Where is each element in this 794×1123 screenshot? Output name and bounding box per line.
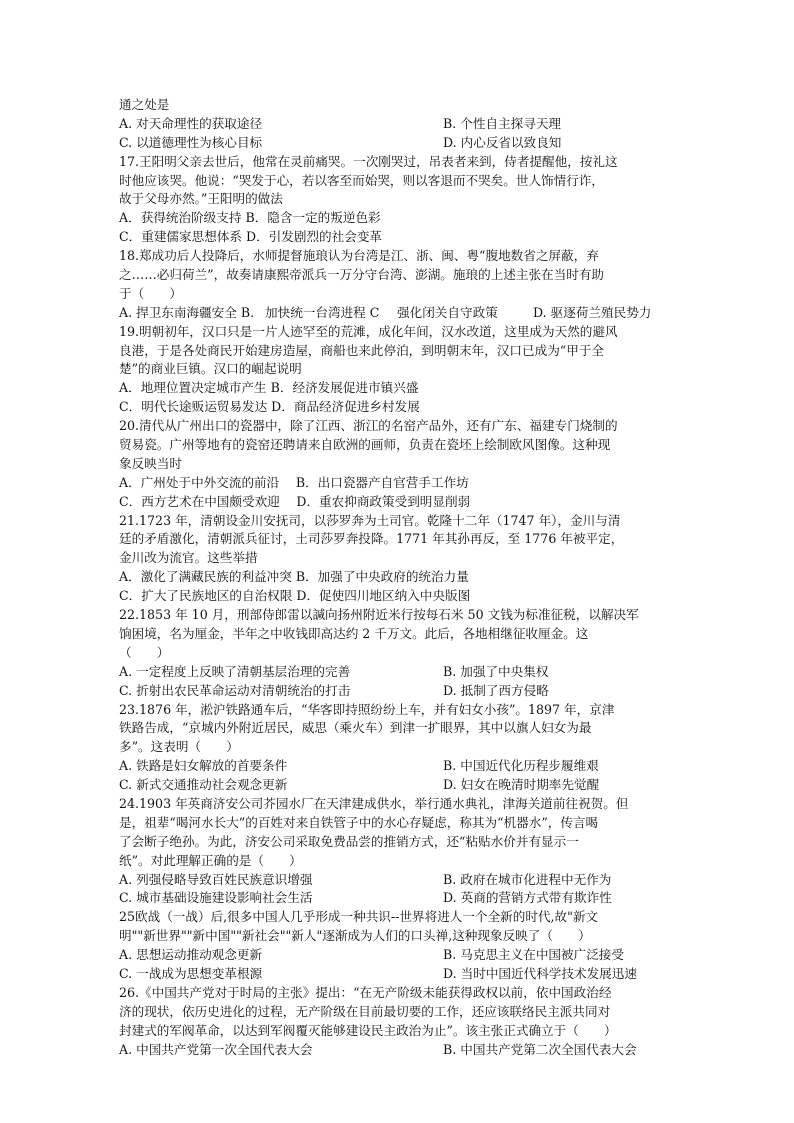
option-d[interactable]: D. 英商的营销方式带有欺诈性 (443, 890, 612, 906)
q23-stem-line: 23.1876 年，淞沪铁路通车后，“华客即持照纷纷上车，并有妇女小孩”。1897 年，京津 (119, 701, 615, 717)
q20-stem-line: 20.清代从广州出口的瓷器中，除了江西、浙江的名窑产品外，还有广东、福建专门烧制的 (119, 418, 618, 434)
q18-stem-line: 18.郑成功后人投降后，水师提督施琅认为台湾是江、浙、闽、粤“腹地数省之屏蔽，弃 (119, 248, 599, 264)
q22-stem-line: （ ） (119, 644, 170, 660)
q17-stem-line: 故于父母亦然。”王阳明的做法 (119, 191, 283, 207)
q26-stem-line: 济的现状，依历史进化的过程，无产阶级在目前最切要的工作，还应该联络民主派共同对 (119, 1003, 611, 1019)
option-row (119, 115, 679, 134)
option-b[interactable]: B. 加强了中央集权 (443, 663, 549, 679)
option-row (119, 1041, 679, 1060)
option-b[interactable]: B. 中国共产党第二次全国代表大会 (443, 1041, 637, 1057)
option-d[interactable]: D. 抵制了西方侵略 (443, 682, 549, 698)
option-b[interactable]: B. 个性自主探寻天理 (443, 115, 562, 131)
question-lead: 通之处是 (119, 97, 170, 112)
option-row (119, 889, 679, 908)
option-d[interactable]: D. 妇女在晚清时期率先觉醒 (443, 777, 600, 793)
q17-stem-line: 17.王阳明父亲去世后，他常在灵前痛哭。一次刚哭过，吊表者来到，侍者提醒他，按礼这 (119, 153, 618, 169)
option-row (119, 682, 679, 701)
q25-stem-line: 25欧战（一战）后,很多中国人几乎形成一种共识--世界将进人一个全新的时代,故"新文 (119, 909, 599, 925)
q19-stem-line: 良港，于是各处商民开始建房造屋，商船也来此停泊，到明朝末年，汉口已成为“甲于全 (119, 342, 605, 358)
q20-options-ab[interactable]: A．广州处于中外交流的前沿 B．出口瓷器产自官营手工作坊 (119, 474, 469, 490)
option-a[interactable]: A. 思想运动推动观念更新 (119, 947, 263, 963)
option-row (119, 757, 679, 776)
option-b[interactable]: 加快统一台湾进程 C (265, 304, 380, 320)
option-b[interactable]: B. 政府在城市化进程中无作为 (443, 871, 612, 887)
option-c[interactable]: C. 一战成为思想变革根源 (119, 965, 263, 981)
q20-options-cd[interactable]: C．西方艺术在中国颇受欢迎 D．重农抑商政策受到明显削弱 (119, 493, 471, 509)
q21-stem-line: 21.1723 年，清朝设金川安抚司，以莎罗奔为土司官。乾隆十二年（1747 年），金川与清 (119, 512, 621, 528)
q20-stem-line: 贸易瓷。广州等地有的瓷窑还聘请来自欧洲的画师，负责在瓷坯上绘制欧风图像。这种现 (119, 437, 611, 453)
q24-stem-line: 是，祖辈“喝河水长大”的百姓对来自铁管子中的水心存疑虑，称其为“机器水”，传言喝 (119, 814, 599, 830)
option-row (119, 946, 679, 965)
option-d[interactable]: D. 当时中国近代科学技术发展迅速 (443, 965, 637, 981)
q24-stem-line: 了会断子绝孙。为此，济安公司采取免费品尝的推销方式，还“粘贴水价并有显示一 (119, 833, 579, 849)
exam-page (119, 96, 679, 1059)
option-row (119, 871, 679, 890)
option-a[interactable]: A. 铁路是妇女解放的首要条件 (119, 758, 288, 774)
q23-stem-line: 铁路告成，“京城内外附近居民，威思（乘火车）到津一扩眼界，其中以旗人妇女为最 (119, 720, 592, 736)
q21-options-ab[interactable]: A．激化了满藏民族的利益冲突 B．加强了中央政府的统治力量 (119, 569, 469, 585)
q26-stem-line: 封建式的军阀革命，以达到军阀覆灭能够建设民主政治为止”。该主张正式确立于（ ） (119, 1022, 617, 1038)
q22-stem-line: 饷困境，名为厘金，半年之中收钱即高达约 2 千万文。此后，各地相继征收厘金。这 (119, 625, 589, 641)
q19-stem-line: 楚”的商业巨镇。汉口的崛起说明 (119, 361, 302, 377)
q26-stem-line: 26.《中国共产党对于时局的主张》提出：“在无产阶级未能获得政权以前，依中国政治经 (119, 984, 612, 1000)
q18-stem-line: 于（ ） (119, 285, 182, 301)
q21-stem-line: 金川改为流官。这些举措 (119, 550, 258, 566)
q18-options (119, 304, 679, 323)
option-d[interactable]: D. 内心反省以致良知 (443, 134, 562, 150)
q21-stem-line: 廷的矛盾激化，清朝派兵征讨，土司莎罗奔投降。1771 年其孙再反，至 1776 年被平定， (119, 531, 624, 547)
option-b[interactable]: B. 马克思主义在中国被广泛接受 (443, 947, 624, 963)
q25-stem-line: 明""新世界""新中国""新社会""新人"逐渐成为人们的口头禅,这种现象反映了（ ） (119, 928, 591, 944)
option-a[interactable]: A. 列强侵略导致百姓民族意识增强 (119, 871, 313, 887)
q17-stem-line: 时他应该哭。他说：“哭发于心，若以客至而始哭，则以客退而不哭矣。世人饰情行诈， (119, 172, 605, 188)
q17-options-cd[interactable]: C．重建儒家思想体系 D．引发剧烈的社会变革 (119, 229, 383, 245)
option-b[interactable]: B. 中国近代化历程步履维艰 (443, 758, 599, 774)
q18-stem-line: 之……必归荷兰”，故奏请康熙帝派兵一万分守台湾、澎湖。施琅的上述主张在当时有助 (119, 267, 605, 283)
option-c[interactable]: 强化闭关自守政策 (397, 304, 498, 320)
option-c[interactable]: C. 折射出农民革命运动对清朝统治的打击 (119, 682, 351, 698)
q21-options-cd[interactable]: C．扩大了民族地区的自治权限 D．促使四川地区纳入中央版图 (119, 588, 471, 604)
q22-stem-line: 22.1853 年 10 月，刑部侍郎雷以諴向扬州附近米行按每石米 50 文钱为标准征税，以解决军 (119, 607, 639, 623)
option-row (119, 663, 679, 682)
option-row (119, 134, 679, 153)
q19-stem-line: 19.明朝初年，汉口只是一片人迹罕至的荒滩，成化年间，汉水改道，这里成为天然的避风 (119, 323, 618, 339)
option-a[interactable]: A. 对天命理性的获取途径 (119, 115, 263, 131)
q24-stem-line: 纸”。对此理解正确的是（ ） (119, 852, 302, 868)
option-a[interactable]: A. 一定程度上反映了清朝基层治理的完善 (119, 663, 351, 679)
q19-options-cd[interactable]: C．明代长途贩运贸易发达 D．商品经济促进乡村发展 (119, 399, 420, 415)
q20-stem-line: 象反映当时 (119, 455, 182, 471)
option-c[interactable]: C. 城市基础设施建设影响社会生活 (119, 890, 313, 906)
option-c[interactable]: C. 新式交通推动社会观念更新 (119, 777, 288, 793)
option-row (119, 776, 679, 795)
option-c[interactable]: C. 以道德理性为核心目标 (119, 134, 263, 150)
q17-options-ab[interactable]: A．获得统治阶级支持 B．隐含一定的叛逆色彩 (119, 210, 381, 226)
option-row (119, 965, 679, 984)
option-d[interactable]: D. 驱逐荷兰殖民势力 (533, 304, 652, 320)
q23-stem-line: 多”。这表明（ ） (119, 739, 239, 755)
option-a[interactable]: A. 捍卫东南海疆安全 B. (119, 304, 255, 320)
q24-stem-line: 24.1903 年英商济安公司芥园水厂在天津建成供水，举行通水典礼，津海关道前往祝贺。但 (119, 795, 629, 811)
q19-options-ab[interactable]: A．地理位置决定城市产生 B．经济发展促进市镇兴盛 (119, 380, 419, 396)
option-a[interactable]: A. 中国共产党第一次全国代表大会 (119, 1041, 313, 1057)
